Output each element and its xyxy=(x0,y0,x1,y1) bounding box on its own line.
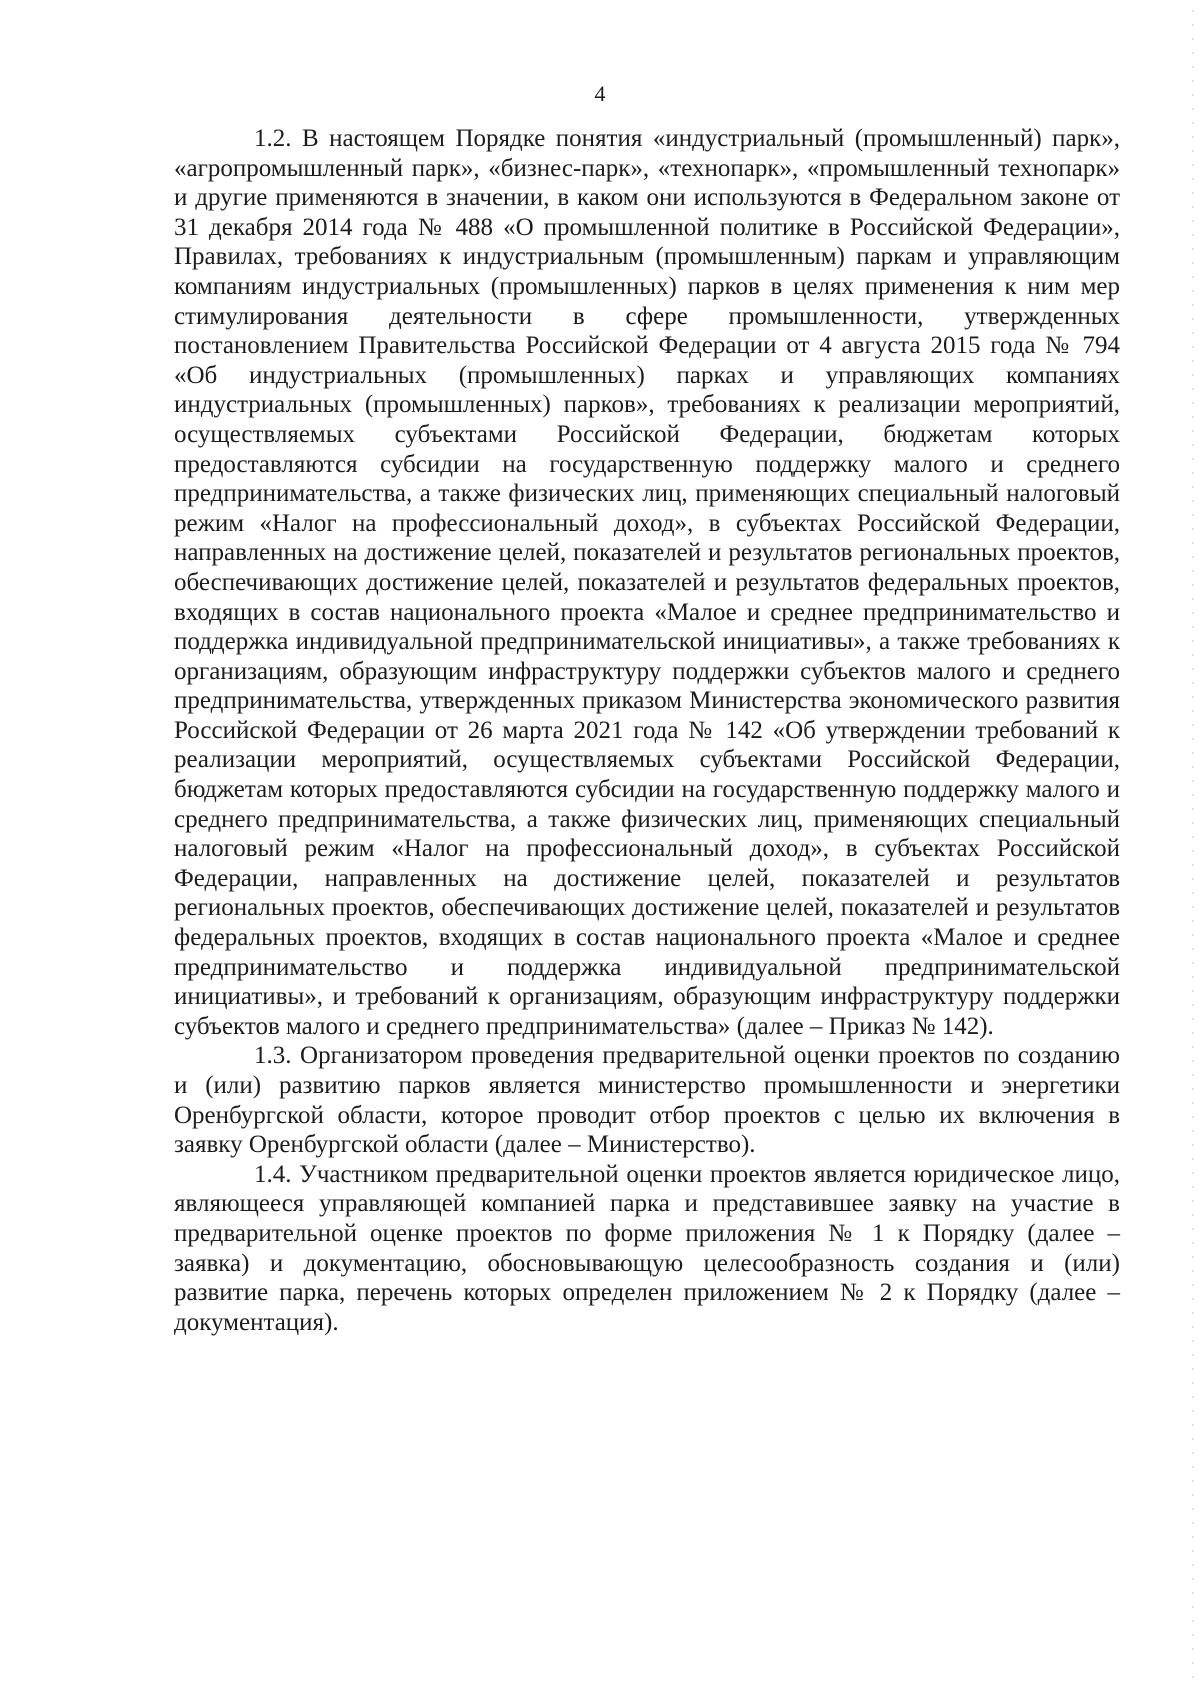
document-body xyxy=(174,124,1120,1337)
paragraph-1-2: 1.2. В настоящем Порядке понятия «индустриальный (промышленный) парк», «агропромышленный парк», «бизнес-парк», «технопарк», «промышленный технопарк» и другие применяются в значении, в каком они используются в Федеральном законе от 31 декабря 2014 года № 488 «О промышленной политике в Российской Федерации», Правилах, требованиях к индустриальным (промышленным) паркам и управляющим компаниям индустриальных (промышленных) парков в целях применения к ним мер стимулирования деятельности в сфере промышленности, утвержденных постановлением Правительства Российской Федерации от 4 августа 2015 года № 794 «Об индустриальных (промышленных) парках и управляющих компаниях индустриальных (промышленных) парков», требованиях к реализации мероприятий, осуществляемых субъектами Российской Федерации, бюджетам которых предоставляются субсидии на государственную поддержку малого и среднего предпринимательства, а также физических лиц, применяющих специальный налоговый режим «Налог на профессиональный доход», в субъектах Российской Федерации, направленных на достижение целей, показателей и результатов региональных проектов, обеспечивающих достижение целей, показателей и результатов федеральных проектов, входящих в состав национального проекта «Малое и среднее предпринимательство и поддержка индивидуальной предпринимательской инициативы», а также требованиях к организациям, образующим инфраструктуру поддержки субъектов малого и среднего предпринимательства, утвержденных приказом Министерства экономического развития Российской Федерации от 26 марта 2021 года № 142 «Об утверждении требований к реализации мероприятий, осуществляемых субъектами Российской Федерации, бюджетам которых предоставляются субсидии на государственную поддержку малого и среднего предпринимательства, а также физических лиц, применяющих специальный налоговый режим «Налог на профессиональный доход», в субъектах Российской Федерации, направленных на достижение целей, показателей и результатов региональных проектов, обеспечивающих достижение целей, показателей и результатов федеральных проектов, входящих в состав национального проекта «Малое и среднее предпринимательство и поддержка индивидуальной предпринимательской инициативы», и требований к организациям, образующим инфраструктуру поддержки субъектов малого и среднего предпринимательства» (далее – Приказ № 142). xyxy=(174,125,1120,1040)
scan-edge-marks xyxy=(1192,10,1194,1690)
page-number: 4 xyxy=(594,81,606,106)
paragraph-1-4: 1.4. Участником предварительной оценки проектов является юридическое лицо, являющееся управляющей компанией парка и представившее заявку на участие в предварительной оценке проектов по форме приложения № 1 к Порядку (далее – заявка) и документацию, обосновывающую целесообразность создания и (или) развитие парка, перечень которых определен приложением № 2 к Порядку (далее – документация). xyxy=(174,1160,1120,1336)
paragraph-1-3: 1.3. Организатором проведения предварительной оценки проектов по созданию и (или) развитию парков является министерство промышленности и энергетики Оренбургской области, которое проводит отбор проектов с целью их включения в заявку Оренбургской области (далее – Министерство). xyxy=(174,1042,1120,1159)
